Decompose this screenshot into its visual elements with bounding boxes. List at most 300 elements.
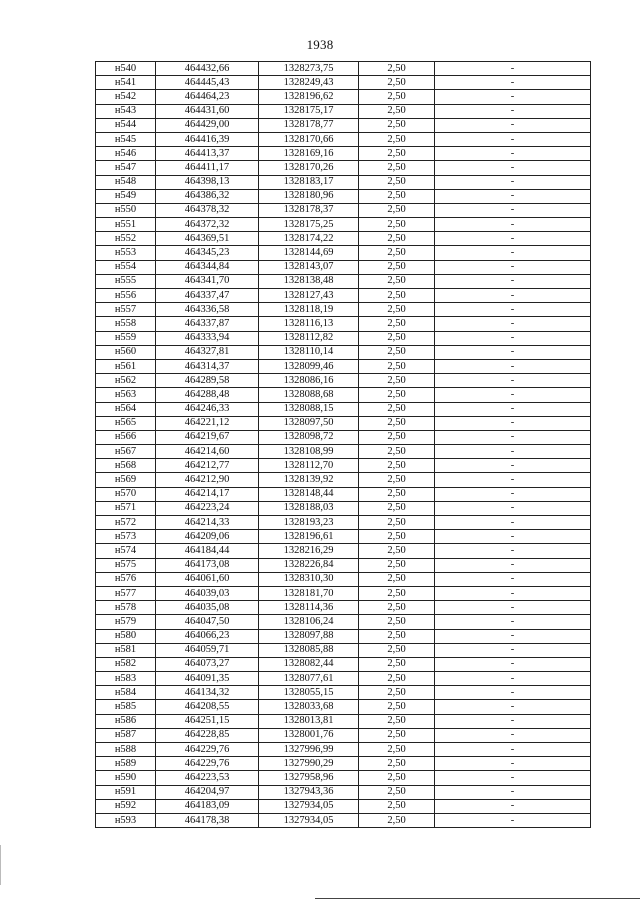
error-cell: 2,50 bbox=[359, 516, 435, 530]
table-row bbox=[96, 572, 591, 586]
table-row bbox=[96, 657, 591, 671]
point-id-cell: н559 bbox=[96, 331, 156, 345]
x-coordinate-cell: 464411,17 bbox=[156, 161, 259, 175]
error-cell: 2,50 bbox=[359, 686, 435, 700]
x-coordinate-cell: 464229,76 bbox=[156, 743, 259, 757]
x-coordinate-cell: 464314,37 bbox=[156, 359, 259, 373]
error-cell: 2,50 bbox=[359, 445, 435, 459]
y-coordinate-cell: 1328013,81 bbox=[259, 714, 359, 728]
x-coordinate-cell: 464251,15 bbox=[156, 714, 259, 728]
table-row bbox=[96, 615, 591, 629]
x-coordinate-cell: 464333,94 bbox=[156, 331, 259, 345]
point-id-cell: н583 bbox=[96, 672, 156, 686]
table-row bbox=[96, 430, 591, 444]
error-cell: 2,50 bbox=[359, 274, 435, 288]
description-cell: - bbox=[435, 530, 591, 544]
y-coordinate-cell: 1328108,99 bbox=[259, 445, 359, 459]
error-cell: 2,50 bbox=[359, 203, 435, 217]
error-cell: 2,50 bbox=[359, 118, 435, 132]
description-cell: - bbox=[435, 728, 591, 742]
error-cell: 2,50 bbox=[359, 629, 435, 643]
description-cell: - bbox=[435, 686, 591, 700]
bottom-rule bbox=[315, 898, 640, 899]
x-coordinate-cell: 464184,44 bbox=[156, 544, 259, 558]
error-cell: 2,50 bbox=[359, 572, 435, 586]
error-cell: 2,50 bbox=[359, 62, 435, 76]
point-id-cell: н588 bbox=[96, 743, 156, 757]
error-cell: 2,50 bbox=[359, 175, 435, 189]
description-cell: - bbox=[435, 657, 591, 671]
table-row bbox=[96, 345, 591, 359]
table-row bbox=[96, 331, 591, 345]
point-id-cell: н547 bbox=[96, 161, 156, 175]
point-id-cell: н546 bbox=[96, 147, 156, 161]
error-cell: 2,50 bbox=[359, 104, 435, 118]
x-coordinate-cell: 464209,06 bbox=[156, 530, 259, 544]
x-coordinate-cell: 464219,67 bbox=[156, 430, 259, 444]
table-row bbox=[96, 132, 591, 146]
error-cell: 2,50 bbox=[359, 473, 435, 487]
table-row bbox=[96, 714, 591, 728]
point-id-cell: н567 bbox=[96, 445, 156, 459]
description-cell: - bbox=[435, 317, 591, 331]
point-id-cell: н569 bbox=[96, 473, 156, 487]
y-coordinate-cell: 1328139,92 bbox=[259, 473, 359, 487]
y-coordinate-cell: 1328310,30 bbox=[259, 572, 359, 586]
table-row bbox=[96, 601, 591, 615]
y-coordinate-cell: 1328188,03 bbox=[259, 501, 359, 515]
point-id-cell: н541 bbox=[96, 76, 156, 90]
description-cell: - bbox=[435, 487, 591, 501]
point-id-cell: н543 bbox=[96, 104, 156, 118]
x-coordinate-cell: 464066,23 bbox=[156, 629, 259, 643]
x-coordinate-cell: 464327,81 bbox=[156, 345, 259, 359]
point-id-cell: н555 bbox=[96, 274, 156, 288]
x-coordinate-cell: 464413,37 bbox=[156, 147, 259, 161]
point-id-cell: н566 bbox=[96, 430, 156, 444]
point-id-cell: н552 bbox=[96, 232, 156, 246]
y-coordinate-cell: 1327934,05 bbox=[259, 813, 359, 827]
y-coordinate-cell: 1328112,70 bbox=[259, 459, 359, 473]
x-coordinate-cell: 464229,76 bbox=[156, 757, 259, 771]
error-cell: 2,50 bbox=[359, 700, 435, 714]
description-cell: - bbox=[435, 388, 591, 402]
table-row bbox=[96, 289, 591, 303]
x-coordinate-cell: 464369,51 bbox=[156, 232, 259, 246]
y-coordinate-cell: 1328180,96 bbox=[259, 189, 359, 203]
description-cell: - bbox=[435, 260, 591, 274]
y-coordinate-cell: 1328106,24 bbox=[259, 615, 359, 629]
error-cell: 2,50 bbox=[359, 90, 435, 104]
point-id-cell: н560 bbox=[96, 345, 156, 359]
description-cell: - bbox=[435, 459, 591, 473]
y-coordinate-cell: 1328088,15 bbox=[259, 402, 359, 416]
x-coordinate-cell: 464212,90 bbox=[156, 473, 259, 487]
point-id-cell: н577 bbox=[96, 586, 156, 600]
y-coordinate-cell: 1328138,48 bbox=[259, 274, 359, 288]
error-cell: 2,50 bbox=[359, 714, 435, 728]
description-cell: - bbox=[435, 445, 591, 459]
y-coordinate-cell: 1328127,43 bbox=[259, 289, 359, 303]
error-cell: 2,50 bbox=[359, 430, 435, 444]
error-cell: 2,50 bbox=[359, 530, 435, 544]
description-cell: - bbox=[435, 572, 591, 586]
table-row bbox=[96, 203, 591, 217]
description-cell: - bbox=[435, 374, 591, 388]
error-cell: 2,50 bbox=[359, 132, 435, 146]
y-coordinate-cell: 1328088,68 bbox=[259, 388, 359, 402]
point-id-cell: н581 bbox=[96, 643, 156, 657]
coordinates-table-body bbox=[96, 62, 591, 828]
table-row bbox=[96, 402, 591, 416]
y-coordinate-cell: 1328033,68 bbox=[259, 700, 359, 714]
point-id-cell: н575 bbox=[96, 558, 156, 572]
x-coordinate-cell: 464344,84 bbox=[156, 260, 259, 274]
x-coordinate-cell: 464345,23 bbox=[156, 246, 259, 260]
table-row bbox=[96, 743, 591, 757]
error-cell: 2,50 bbox=[359, 76, 435, 90]
y-coordinate-cell: 1328178,77 bbox=[259, 118, 359, 132]
x-coordinate-cell: 464431,60 bbox=[156, 104, 259, 118]
error-cell: 2,50 bbox=[359, 359, 435, 373]
point-id-cell: н556 bbox=[96, 289, 156, 303]
x-coordinate-cell: 464183,09 bbox=[156, 799, 259, 813]
x-coordinate-cell: 464432,66 bbox=[156, 62, 259, 76]
table-row bbox=[96, 246, 591, 260]
y-coordinate-cell: 1328175,17 bbox=[259, 104, 359, 118]
description-cell: - bbox=[435, 501, 591, 515]
description-cell: - bbox=[435, 813, 591, 827]
description-cell: - bbox=[435, 246, 591, 260]
x-coordinate-cell: 464289,58 bbox=[156, 374, 259, 388]
error-cell: 2,50 bbox=[359, 147, 435, 161]
point-id-cell: н561 bbox=[96, 359, 156, 373]
point-id-cell: н565 bbox=[96, 416, 156, 430]
description-cell: - bbox=[435, 118, 591, 132]
x-coordinate-cell: 464386,32 bbox=[156, 189, 259, 203]
x-coordinate-cell: 464214,17 bbox=[156, 487, 259, 501]
y-coordinate-cell: 1327990,29 bbox=[259, 757, 359, 771]
description-cell: - bbox=[435, 76, 591, 90]
page-number: 1938 bbox=[306, 37, 334, 52]
table-row bbox=[96, 530, 591, 544]
point-id-cell: н578 bbox=[96, 601, 156, 615]
table-row bbox=[96, 544, 591, 558]
table-row bbox=[96, 359, 591, 373]
x-coordinate-cell: 464228,85 bbox=[156, 728, 259, 742]
description-cell: - bbox=[435, 558, 591, 572]
point-id-cell: н563 bbox=[96, 388, 156, 402]
point-id-cell: н558 bbox=[96, 317, 156, 331]
y-coordinate-cell: 1328112,82 bbox=[259, 331, 359, 345]
y-coordinate-cell: 1328175,25 bbox=[259, 218, 359, 232]
point-id-cell: н582 bbox=[96, 657, 156, 671]
table-row bbox=[96, 274, 591, 288]
y-coordinate-cell: 1327943,36 bbox=[259, 785, 359, 799]
x-coordinate-cell: 464073,27 bbox=[156, 657, 259, 671]
table-row bbox=[96, 799, 591, 813]
error-cell: 2,50 bbox=[359, 189, 435, 203]
x-coordinate-cell: 464204,97 bbox=[156, 785, 259, 799]
error-cell: 2,50 bbox=[359, 757, 435, 771]
point-id-cell: н586 bbox=[96, 714, 156, 728]
error-cell: 2,50 bbox=[359, 345, 435, 359]
point-id-cell: н592 bbox=[96, 799, 156, 813]
description-cell: - bbox=[435, 274, 591, 288]
description-cell: - bbox=[435, 161, 591, 175]
y-coordinate-cell: 1328110,14 bbox=[259, 345, 359, 359]
table-row bbox=[96, 473, 591, 487]
error-cell: 2,50 bbox=[359, 331, 435, 345]
error-cell: 2,50 bbox=[359, 771, 435, 785]
table-row bbox=[96, 189, 591, 203]
description-cell: - bbox=[435, 714, 591, 728]
point-id-cell: н545 bbox=[96, 132, 156, 146]
y-coordinate-cell: 1328273,75 bbox=[259, 62, 359, 76]
description-cell: - bbox=[435, 132, 591, 146]
x-coordinate-cell: 464464,23 bbox=[156, 90, 259, 104]
y-coordinate-cell: 1328193,23 bbox=[259, 516, 359, 530]
y-coordinate-cell: 1327934,05 bbox=[259, 799, 359, 813]
x-coordinate-cell: 464134,32 bbox=[156, 686, 259, 700]
description-cell: - bbox=[435, 743, 591, 757]
error-cell: 2,50 bbox=[359, 615, 435, 629]
description-cell: - bbox=[435, 430, 591, 444]
y-coordinate-cell: 1328097,88 bbox=[259, 629, 359, 643]
point-id-cell: н571 bbox=[96, 501, 156, 515]
y-coordinate-cell: 1328170,66 bbox=[259, 132, 359, 146]
x-coordinate-cell: 464398,13 bbox=[156, 175, 259, 189]
x-coordinate-cell: 464173,08 bbox=[156, 558, 259, 572]
description-cell: - bbox=[435, 586, 591, 600]
point-id-cell: н584 bbox=[96, 686, 156, 700]
error-cell: 2,50 bbox=[359, 303, 435, 317]
table-row bbox=[96, 374, 591, 388]
point-id-cell: н562 bbox=[96, 374, 156, 388]
point-id-cell: н540 bbox=[96, 62, 156, 76]
table-row bbox=[96, 232, 591, 246]
table-row bbox=[96, 558, 591, 572]
error-cell: 2,50 bbox=[359, 246, 435, 260]
table-row bbox=[96, 643, 591, 657]
table-row bbox=[96, 161, 591, 175]
error-cell: 2,50 bbox=[359, 657, 435, 671]
error-cell: 2,50 bbox=[359, 232, 435, 246]
point-id-cell: н553 bbox=[96, 246, 156, 260]
x-coordinate-cell: 464336,58 bbox=[156, 303, 259, 317]
table-row bbox=[96, 700, 591, 714]
point-id-cell: н589 bbox=[96, 757, 156, 771]
point-id-cell: н572 bbox=[96, 516, 156, 530]
x-coordinate-cell: 464337,87 bbox=[156, 317, 259, 331]
point-id-cell: н549 bbox=[96, 189, 156, 203]
error-cell: 2,50 bbox=[359, 501, 435, 515]
table-row bbox=[96, 586, 591, 600]
y-coordinate-cell: 1328099,46 bbox=[259, 359, 359, 373]
coordinates-table bbox=[95, 61, 591, 828]
x-coordinate-cell: 464059,71 bbox=[156, 643, 259, 657]
table-row bbox=[96, 90, 591, 104]
error-cell: 2,50 bbox=[359, 487, 435, 501]
description-cell: - bbox=[435, 473, 591, 487]
point-id-cell: н570 bbox=[96, 487, 156, 501]
description-cell: - bbox=[435, 303, 591, 317]
description-cell: - bbox=[435, 90, 591, 104]
point-id-cell: н580 bbox=[96, 629, 156, 643]
x-coordinate-cell: 464061,60 bbox=[156, 572, 259, 586]
table-row bbox=[96, 771, 591, 785]
description-cell: - bbox=[435, 189, 591, 203]
description-cell: - bbox=[435, 232, 591, 246]
description-cell: - bbox=[435, 771, 591, 785]
error-cell: 2,50 bbox=[359, 459, 435, 473]
y-coordinate-cell: 1328181,70 bbox=[259, 586, 359, 600]
table-row bbox=[96, 175, 591, 189]
scan-edge-line bbox=[0, 845, 1, 885]
error-cell: 2,50 bbox=[359, 388, 435, 402]
x-coordinate-cell: 464223,53 bbox=[156, 771, 259, 785]
y-coordinate-cell: 1328178,37 bbox=[259, 203, 359, 217]
description-cell: - bbox=[435, 416, 591, 430]
description-cell: - bbox=[435, 331, 591, 345]
x-coordinate-cell: 464208,55 bbox=[156, 700, 259, 714]
x-coordinate-cell: 464214,60 bbox=[156, 445, 259, 459]
x-coordinate-cell: 464223,24 bbox=[156, 501, 259, 515]
description-cell: - bbox=[435, 672, 591, 686]
point-id-cell: н574 bbox=[96, 544, 156, 558]
y-coordinate-cell: 1328097,50 bbox=[259, 416, 359, 430]
description-cell: - bbox=[435, 345, 591, 359]
description-cell: - bbox=[435, 544, 591, 558]
x-coordinate-cell: 464047,50 bbox=[156, 615, 259, 629]
table-row bbox=[96, 317, 591, 331]
x-coordinate-cell: 464214,33 bbox=[156, 516, 259, 530]
table-row bbox=[96, 388, 591, 402]
y-coordinate-cell: 1328055,15 bbox=[259, 686, 359, 700]
error-cell: 2,50 bbox=[359, 728, 435, 742]
y-coordinate-cell: 1328196,62 bbox=[259, 90, 359, 104]
description-cell: - bbox=[435, 799, 591, 813]
table-row bbox=[96, 785, 591, 799]
description-cell: - bbox=[435, 615, 591, 629]
y-coordinate-cell: 1328148,44 bbox=[259, 487, 359, 501]
point-id-cell: н590 bbox=[96, 771, 156, 785]
table-row bbox=[96, 260, 591, 274]
error-cell: 2,50 bbox=[359, 672, 435, 686]
y-coordinate-cell: 1328216,29 bbox=[259, 544, 359, 558]
point-id-cell: н554 bbox=[96, 260, 156, 274]
description-cell: - bbox=[435, 757, 591, 771]
error-cell: 2,50 bbox=[359, 416, 435, 430]
point-id-cell: н587 bbox=[96, 728, 156, 742]
point-id-cell: н551 bbox=[96, 218, 156, 232]
y-coordinate-cell: 1327958,96 bbox=[259, 771, 359, 785]
description-cell: - bbox=[435, 104, 591, 118]
y-coordinate-cell: 1328249,43 bbox=[259, 76, 359, 90]
description-cell: - bbox=[435, 402, 591, 416]
x-coordinate-cell: 464372,32 bbox=[156, 218, 259, 232]
description-cell: - bbox=[435, 629, 591, 643]
y-coordinate-cell: 1328077,61 bbox=[259, 672, 359, 686]
table-row bbox=[96, 118, 591, 132]
x-coordinate-cell: 464445,43 bbox=[156, 76, 259, 90]
y-coordinate-cell: 1328226,84 bbox=[259, 558, 359, 572]
x-coordinate-cell: 464246,33 bbox=[156, 402, 259, 416]
point-id-cell: н548 bbox=[96, 175, 156, 189]
x-coordinate-cell: 464288,48 bbox=[156, 388, 259, 402]
error-cell: 2,50 bbox=[359, 643, 435, 657]
y-coordinate-cell: 1327996,99 bbox=[259, 743, 359, 757]
point-id-cell: н544 bbox=[96, 118, 156, 132]
description-cell: - bbox=[435, 289, 591, 303]
error-cell: 2,50 bbox=[359, 799, 435, 813]
x-coordinate-cell: 464341,70 bbox=[156, 274, 259, 288]
description-cell: - bbox=[435, 700, 591, 714]
table-row bbox=[96, 728, 591, 742]
table-row bbox=[96, 104, 591, 118]
table-row bbox=[96, 487, 591, 501]
description-cell: - bbox=[435, 175, 591, 189]
table-row bbox=[96, 516, 591, 530]
y-coordinate-cell: 1328143,07 bbox=[259, 260, 359, 274]
table-row bbox=[96, 76, 591, 90]
error-cell: 2,50 bbox=[359, 289, 435, 303]
description-cell: - bbox=[435, 147, 591, 161]
y-coordinate-cell: 1328183,17 bbox=[259, 175, 359, 189]
point-id-cell: н564 bbox=[96, 402, 156, 416]
x-coordinate-cell: 464091,35 bbox=[156, 672, 259, 686]
table-row bbox=[96, 686, 591, 700]
table-row bbox=[96, 62, 591, 76]
y-coordinate-cell: 1328001,76 bbox=[259, 728, 359, 742]
y-coordinate-cell: 1328169,16 bbox=[259, 147, 359, 161]
point-id-cell: н593 bbox=[96, 813, 156, 827]
error-cell: 2,50 bbox=[359, 743, 435, 757]
y-coordinate-cell: 1328196,61 bbox=[259, 530, 359, 544]
description-cell: - bbox=[435, 643, 591, 657]
error-cell: 2,50 bbox=[359, 558, 435, 572]
table-row bbox=[96, 672, 591, 686]
table-row bbox=[96, 459, 591, 473]
y-coordinate-cell: 1328174,22 bbox=[259, 232, 359, 246]
y-coordinate-cell: 1328086,16 bbox=[259, 374, 359, 388]
y-coordinate-cell: 1328118,19 bbox=[259, 303, 359, 317]
table-row bbox=[96, 757, 591, 771]
table-row bbox=[96, 147, 591, 161]
error-cell: 2,50 bbox=[359, 402, 435, 416]
point-id-cell: н579 bbox=[96, 615, 156, 629]
table-row bbox=[96, 218, 591, 232]
table-row bbox=[96, 501, 591, 515]
error-cell: 2,50 bbox=[359, 586, 435, 600]
error-cell: 2,50 bbox=[359, 544, 435, 558]
error-cell: 2,50 bbox=[359, 374, 435, 388]
x-coordinate-cell: 464378,32 bbox=[156, 203, 259, 217]
x-coordinate-cell: 464035,08 bbox=[156, 601, 259, 615]
x-coordinate-cell: 464416,39 bbox=[156, 132, 259, 146]
y-coordinate-cell: 1328085,88 bbox=[259, 643, 359, 657]
error-cell: 2,50 bbox=[359, 218, 435, 232]
error-cell: 2,50 bbox=[359, 260, 435, 274]
description-cell: - bbox=[435, 601, 591, 615]
y-coordinate-cell: 1328144,69 bbox=[259, 246, 359, 260]
y-coordinate-cell: 1328116,13 bbox=[259, 317, 359, 331]
table-row bbox=[96, 445, 591, 459]
error-cell: 2,50 bbox=[359, 813, 435, 827]
point-id-cell: н591 bbox=[96, 785, 156, 799]
description-cell: - bbox=[435, 62, 591, 76]
y-coordinate-cell: 1328098,72 bbox=[259, 430, 359, 444]
